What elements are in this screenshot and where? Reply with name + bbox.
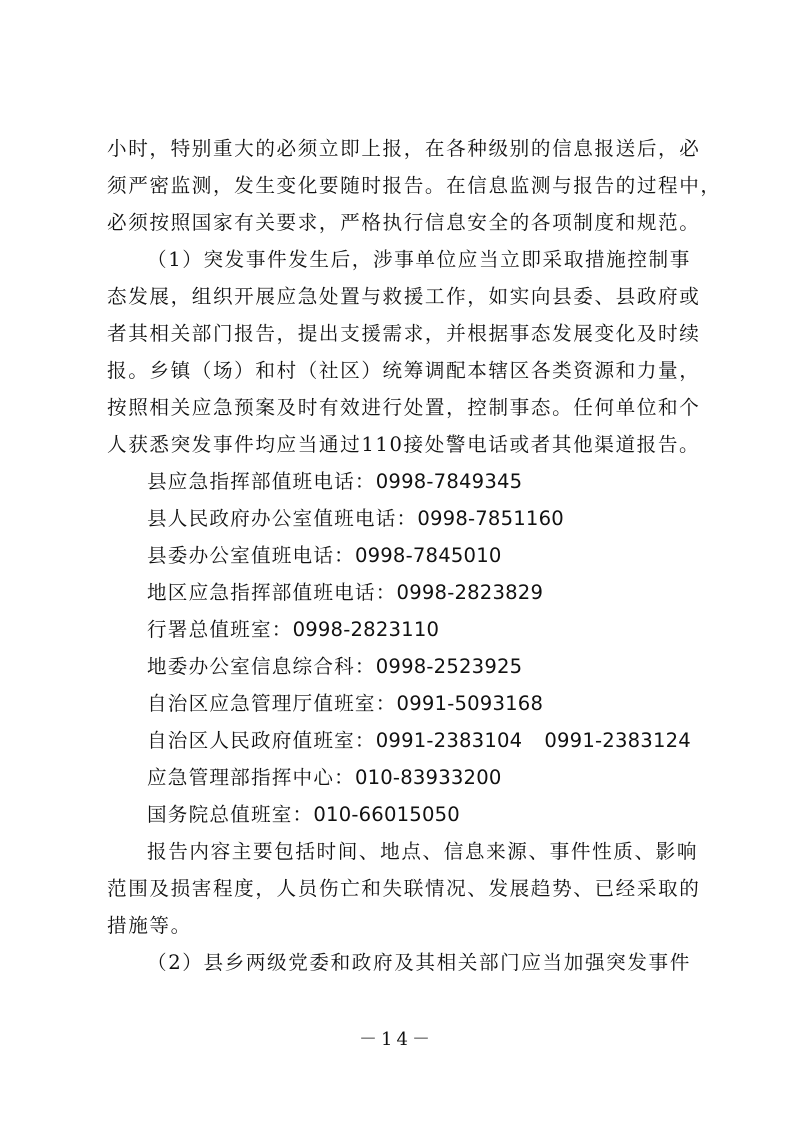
contact-number: 0998-2823110 [292, 618, 440, 641]
contact-number: 0998-7851160 [417, 507, 564, 530]
contact-line [107, 500, 707, 537]
contact-line [107, 759, 707, 796]
paragraph-section-1 [107, 241, 707, 463]
contact-label: 地区应急指挥部值班电话： [147, 581, 397, 604]
text-line: 措施等。 [107, 914, 192, 937]
contact-label: 国务院总值班室： [147, 803, 314, 826]
contact-line [107, 796, 707, 833]
contact-line [107, 574, 707, 611]
contact-label: 自治区人民政府值班室： [147, 729, 376, 752]
text-line: 态发展，组织开展应急处置与救援工作，如实向县委、县政府或 [107, 285, 701, 308]
contact-line [107, 648, 707, 685]
text-line: 必须按照国家有关要求，严格执行信息安全的各项制度和规范。 [107, 211, 701, 234]
contact-line [107, 463, 707, 500]
contact-number: 0991-2383104 [375, 729, 523, 752]
contact-line [107, 537, 707, 574]
contact-label: 县应急指挥部值班电话： [147, 470, 376, 493]
text-line: 报。乡镇（场）和村（社区）统筹调配本辖区各类资源和力量， [107, 359, 701, 382]
contact-label: 县委办公室值班电话： [147, 544, 355, 567]
text-line: 范围及损害程度，人员伤亡和失联情况、发展趋势、已经采取的 [107, 877, 701, 900]
contact-label: 地委办公室信息综合科： [147, 655, 376, 678]
text-line: 报告内容主要包括时间、地点、信息来源、事件性质、影响 [147, 840, 699, 863]
text-line: （1）突发事件发生后，涉事单位应当立即采取措施控制事 [147, 248, 691, 271]
contact-number: 0998-7845010 [354, 544, 502, 567]
paragraph-section-2 [107, 944, 707, 981]
text-line: 小时，特别重大的必须立即上报，在各种级别的信息报送后，必 [107, 137, 701, 160]
text-line: 按照相关应急预案及时有效进行处置，控制事态。任何单位和个 [107, 396, 701, 419]
paragraph-intro [107, 130, 722, 241]
contact-number-secondary: 0991-2383124 [544, 729, 691, 752]
contact-number: 010-83933200 [354, 766, 502, 789]
text-line: 人获悉突发事件均应当通过110接处警电话或者其他渠道报告。 [107, 433, 701, 456]
contact-label: 县人民政府办公室值班电话： [147, 507, 418, 530]
text-line: 须严密监测，发生变化要随时报告。在信息监测与报告的过程中， [107, 174, 722, 197]
contact-label: 自治区应急管理厅值班室： [147, 692, 397, 715]
contact-line [107, 722, 707, 759]
contact-number: 0998-7849345 [375, 470, 523, 493]
text-line: （2）县乡两级党委和政府及其相关部门应当加强突发事件 [147, 951, 691, 974]
page-number: －14－ [359, 1029, 434, 1050]
contact-line [107, 685, 707, 722]
contact-number: 0998-2823829 [396, 581, 544, 604]
document-body [107, 130, 722, 981]
contact-line [107, 611, 707, 648]
contact-label: 行署总值班室： [147, 618, 293, 641]
contact-number: 0998-2523925 [375, 655, 523, 678]
contact-number: 010-66015050 [313, 803, 460, 826]
contact-label: 应急管理部指挥中心： [147, 766, 355, 789]
contact-number: 0991-5093168 [396, 692, 544, 715]
paragraph-report-content [107, 833, 707, 944]
text-line: 者其相关部门报告，提出支援需求，并根据事态发展变化及时续 [107, 322, 701, 345]
